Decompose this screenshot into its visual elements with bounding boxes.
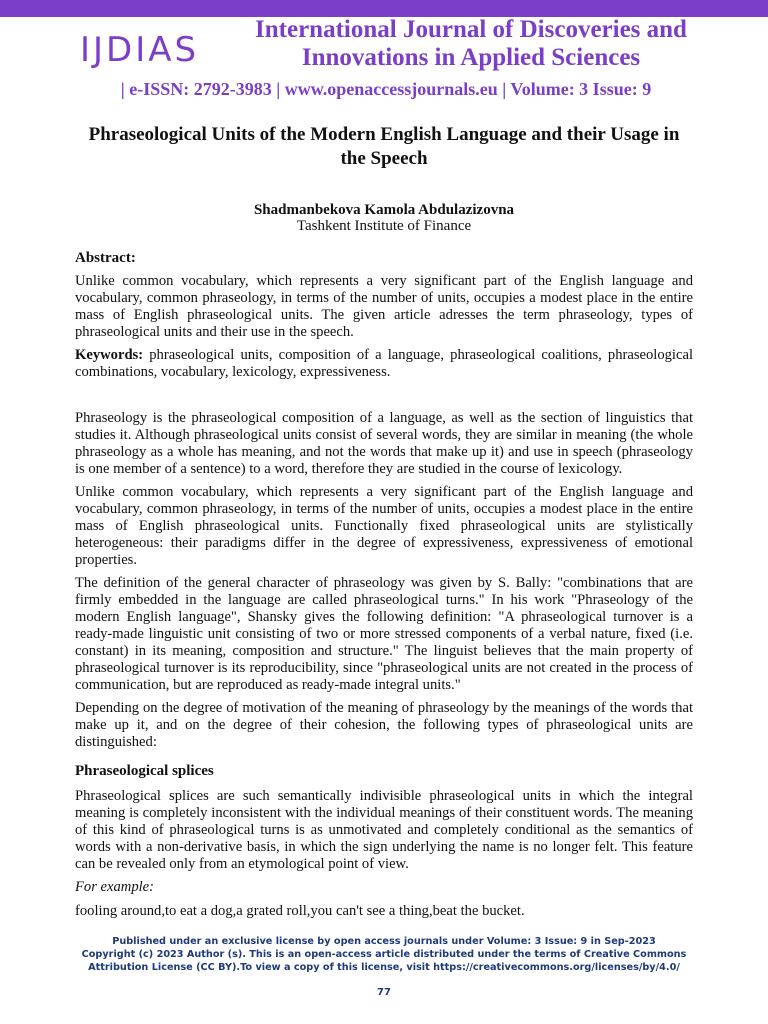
abstract-heading: Abstract: bbox=[75, 250, 136, 266]
top-accent-bar bbox=[0, 0, 768, 17]
author-name: Shadmanbekova Kamola Abdulazizovna bbox=[253, 202, 515, 218]
example-label: For example: bbox=[75, 879, 155, 895]
abstract-text: Unlike common vocabulary, which represents a very significant part of the English language and vocabulary, common phraseology, in terms of the number of units, occupies a modest place in the entire mass of English phraseological units. The given article adresses the term phraseology, types of phraseological units and their use in the speech. bbox=[75, 273, 693, 340]
footer-line: Attribution License (CC BY).To view a copy of this license, visit https://creativecommons.org/licenses/by/4.0/ bbox=[88, 962, 680, 973]
example-text: fooling around,to eat a dog,a grated roll,you can't see a thing,beat the bucket. bbox=[75, 903, 525, 919]
footer-line: Published under an exclusive license by open access journals under Volume: 3 Issue: 9 in Sep-2023 bbox=[112, 936, 656, 947]
keywords-label: Keywords: bbox=[75, 347, 144, 363]
keywords-text: phraseological units, composition of a language, phraseological coalitions, phraseological combinations, vocabulary, lexicology, expressiveness. bbox=[75, 347, 693, 380]
splices-paragraph: Phraseological splices are such semantically indivisible phraseological units in which the integral meaning is completely inconsistent with the individual meanings of their constituent words. The meaning of this kind of phraseological turns is as unmotivated and completely conditional as the semantics of words with a non-derivative basis, in which the sign underlying the name is no longer felt. This feature can be revealed only from an etymological point of view. bbox=[75, 788, 693, 872]
page-number: 77 bbox=[377, 987, 391, 998]
keywords bbox=[75, 347, 693, 381]
section-subheading: Phraseological splices bbox=[75, 763, 214, 779]
article-title: Phraseological Units of the Modern English Language and their Usage in the Speech bbox=[88, 124, 680, 169]
footer-line: Copyright (c) 2023 Author (s). This is an open-access article distributed under the terms of Creative Commons bbox=[81, 949, 687, 960]
article-body bbox=[75, 250, 693, 926]
issn-line: | e-ISSN: 2792-3983 | www.openaccessjournals.eu | Volume: 3 Issue: 9 bbox=[120, 79, 652, 99]
journal-logo: IJDIAS bbox=[80, 30, 200, 70]
body-paragraph: The definition of the general character of phraseology was given by S. Bally: "combinations that are firmly embedded in the language are called phraseological turns." In his work "Phraseology of the modern English language", Shansky gives the following definition: "A phraseological turnover is a ready-made linguistic unit consisting of two or more stressed components of a verbal nature, fixed (i.e. constant) in its meaning, composition and structure." The linguist believes that the main property of phraseological turnover is its reproducibility, since "phraseological units are not created in the process of communication, but are reproduced as ready-made integral units." bbox=[75, 575, 693, 693]
author-affiliation: Tashkent Institute of Finance bbox=[296, 218, 472, 234]
license-footer bbox=[70, 935, 698, 974]
body-paragraph: Depending on the degree of motivation of the meaning of phraseology by the meanings of the words that make up it, and on the degree of their cohesion, the following types of phraseological units are distinguished: bbox=[75, 700, 693, 750]
body-paragraph: Unlike common vocabulary, which represents a very significant part of the English language and vocabulary, common phraseology, in terms of the number of units, occupies a modest place in the entire mass of English phraseological units. Functionally fixed phraseological units are stylistically heterogeneous: their paradigms differ in the degree of expressiveness, expressiveness of emotional properties. bbox=[75, 484, 693, 568]
journal-title: International Journal of Discoveries and Innovations in Applied Sciences bbox=[255, 16, 687, 71]
body-paragraph: Phraseology is the phraseological composition of a language, as well as the section of linguistics that studies it. Although phraseological units consist of several words, they are similar in meaning (the whole phraseology as a whole has meaning, and not the words that make up it) and use in speech (phraseology is one member of a sentence) to a word, therefore they are studied in the course of lexicology. bbox=[75, 410, 693, 477]
